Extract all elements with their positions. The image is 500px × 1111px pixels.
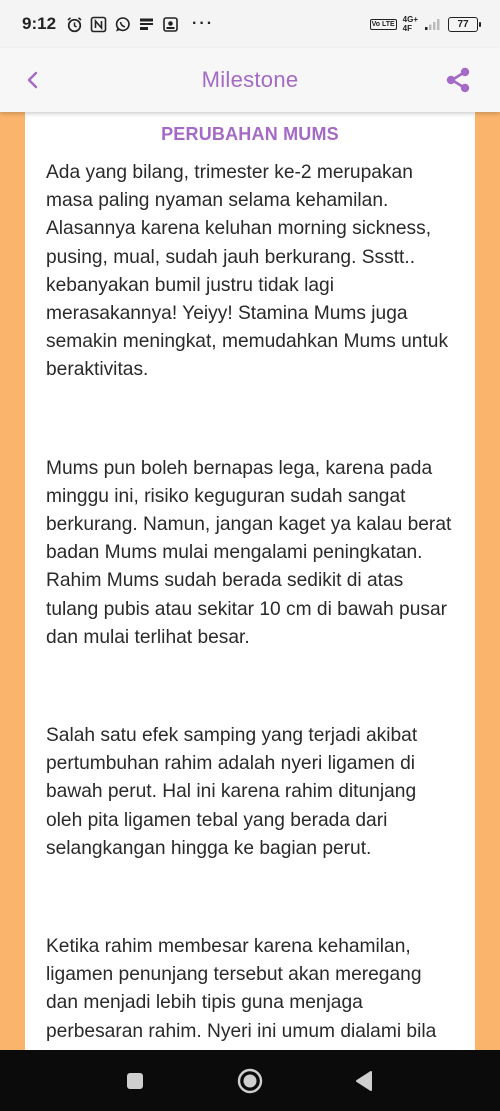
page-title: Milestone <box>201 67 299 92</box>
signal-icon <box>424 16 442 33</box>
system-indicators <box>370 15 478 33</box>
article-paragraph: Ketika rahim membesar karena kehamilan, ligamen penunjang tersebut akan meregang dan menjadi lebih tipis guna menjaga perbesaran rahim. Nyeri ini umum dialami bila <box>46 936 437 1042</box>
article-paragraph: Mums pun boleh bernapas lega, karena pada minggu ini, risiko keguguran sudah sangat berkurang. Namun, jangan kaget ya kalau berat badan Mums mulai mengalami peningkatan. Rahim Mums sudah berada sedikit di atas tulang pubis atau sekitar 10 cm di bawah pusar dan mulai terlihat besar. <box>46 457 452 648</box>
volte-badge: Vo LTE <box>371 20 395 28</box>
battery-level: 77 <box>457 18 469 30</box>
more-notifications-icon: ··· <box>192 15 215 32</box>
whatsapp-icon <box>114 16 131 33</box>
article-card[interactable] <box>25 112 475 1050</box>
app-notification-icon <box>138 16 155 33</box>
share-button[interactable] <box>442 64 474 96</box>
back-button[interactable] <box>18 64 48 96</box>
circle-icon <box>236 1067 264 1095</box>
notification-icons <box>66 15 214 33</box>
section-heading: PERUBAHAN MUMS <box>161 124 339 144</box>
app-bar <box>0 48 500 112</box>
article-paragraph: Salah satu efek samping yang terjadi akibat pertumbuhan rahim adalah nyeri ligamen di bawah perut. Hal ini karena rahim ditunjang oleh pita ligamen tebal yang berada dari selangkangan hingga ke bagian perut. <box>46 725 418 859</box>
gallery-icon <box>162 16 179 33</box>
battery-indicator <box>448 17 478 32</box>
article-paragraph: Ada yang bilang, trimester ke-2 merupakan masa paling nyaman selama kehamilan. Alasannya karena keluhan morning sickness, pusing, mual, sudah jauh berkurang. Ssstt.. kebanyakan bumil justru tidak lagi merasakannya! Yeiyy! Stamina Mums juga semakin meningkat, memudahkan Mums untuk beraktivitas. <box>46 162 449 381</box>
system-back-button[interactable] <box>350 1067 378 1095</box>
alarm-icon <box>66 16 83 33</box>
network-type-label: 4G+ <box>402 15 418 24</box>
chevron-left-icon <box>25 70 41 90</box>
recents-button[interactable] <box>121 1067 149 1095</box>
square-icon <box>125 1071 145 1091</box>
home-button[interactable] <box>236 1067 264 1095</box>
network-subtype-label: 4F <box>402 24 412 33</box>
network-type <box>403 15 418 33</box>
nfc-icon <box>90 16 107 33</box>
share-icon <box>444 66 472 94</box>
system-navigation-bar <box>0 1050 500 1111</box>
status-bar <box>0 0 500 48</box>
status-time: 9:12 <box>22 14 57 33</box>
triangle-left-icon <box>353 1069 375 1093</box>
